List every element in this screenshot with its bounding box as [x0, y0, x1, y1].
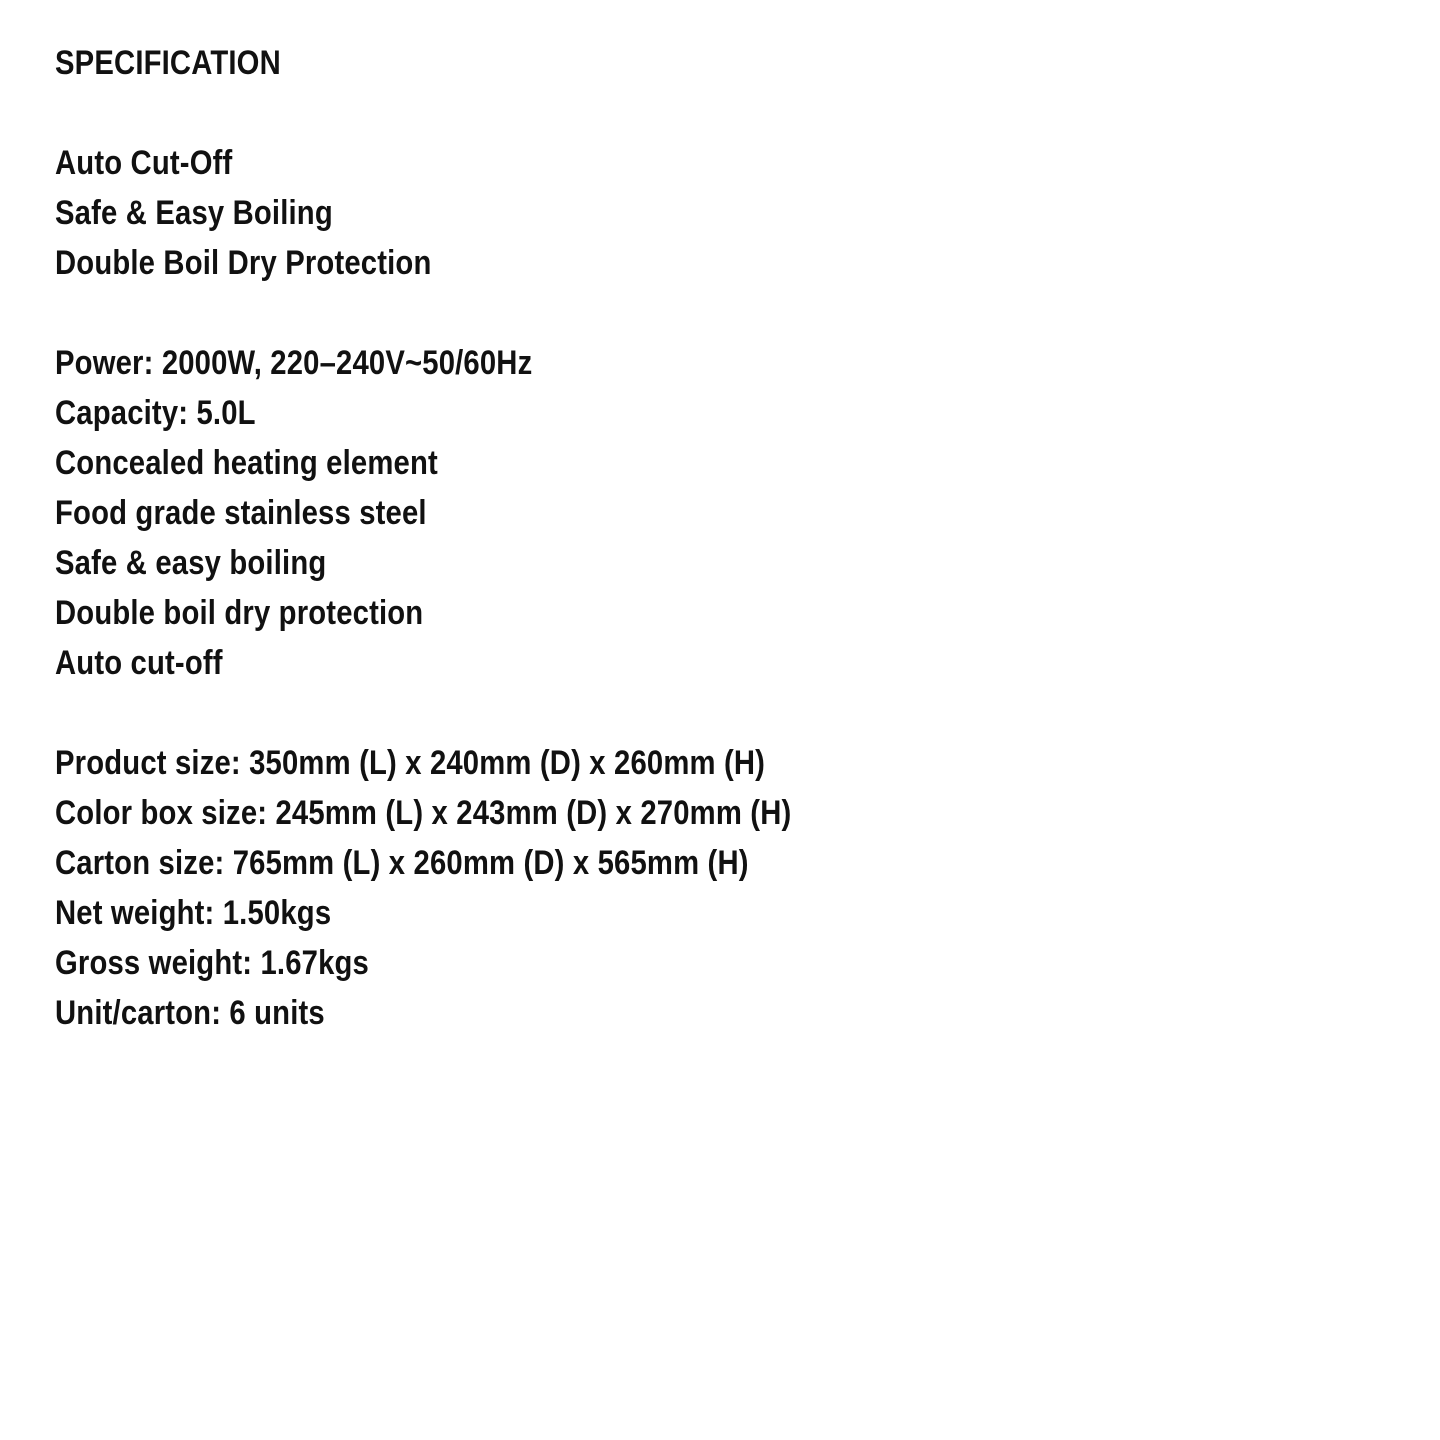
- spec-item: Auto cut-off: [55, 644, 223, 682]
- feature-item: Auto Cut-Off: [55, 144, 233, 182]
- features-list: [55, 138, 1395, 288]
- specification-document: [55, 38, 1395, 1038]
- section-spacer: [55, 88, 1395, 138]
- page-title: SPECIFICATION: [55, 44, 281, 82]
- spec-power: Power: 2000W, 220–240V~50/60Hz: [55, 344, 533, 382]
- feature-item: Double Boil Dry Protection: [55, 244, 432, 282]
- spec-item: Double boil dry protection: [55, 594, 424, 632]
- dimensions-list: [55, 738, 1395, 1038]
- net-weight: Net weight: 1.50kgs: [55, 894, 332, 932]
- feature-item: Safe & Easy Boiling: [55, 194, 333, 232]
- spec-item: Food grade stainless steel: [55, 494, 427, 532]
- product-size: Product size: 350mm (L) x 240mm (D) x 260mm (H): [55, 744, 766, 782]
- section-spacer: [55, 288, 1395, 338]
- spec-item: Concealed heating element: [55, 444, 438, 482]
- section-spacer: [55, 688, 1395, 738]
- color-box-size: Color box size: 245mm (L) x 243mm (D) x 270mm (H): [55, 794, 792, 832]
- carton-size: Carton size: 765mm (L) x 260mm (D) x 565mm (H): [55, 844, 749, 882]
- spec-item: Safe & easy boiling: [55, 544, 327, 582]
- gross-weight: Gross weight: 1.67kgs: [55, 944, 369, 982]
- spec-capacity: Capacity: 5.0L: [55, 394, 256, 432]
- specs-list: [55, 338, 1395, 688]
- unit-per-carton: Unit/carton: 6 units: [55, 994, 325, 1032]
